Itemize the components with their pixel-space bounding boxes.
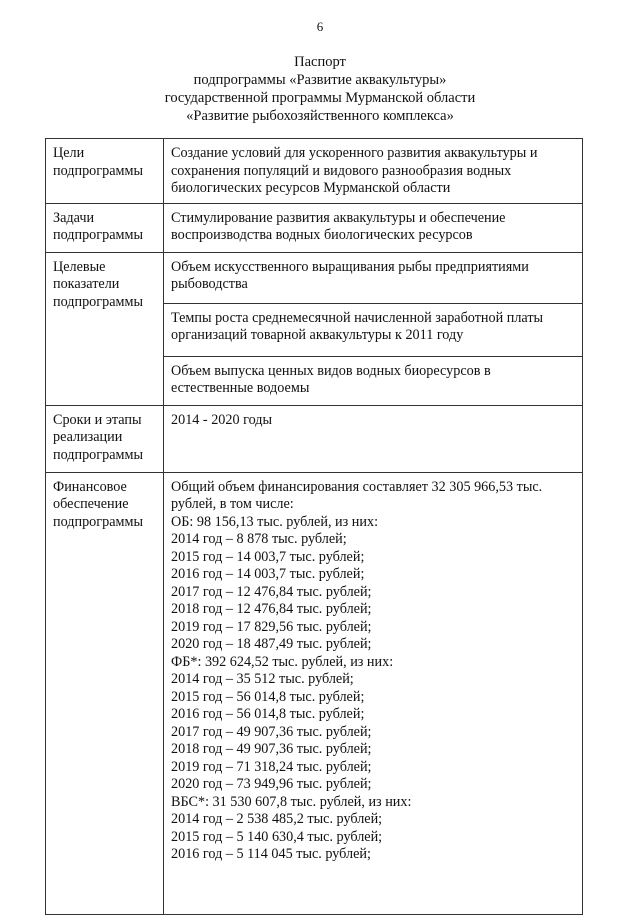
- table-row-finance: [46, 472, 583, 914]
- finance-line: 2020 год – 73 949,96 тыс. рублей;: [171, 776, 372, 792]
- finance-line: 2018 год – 12 476,84 тыс. рублей;: [171, 601, 372, 617]
- value-indicator-1: Объем искусственного выращивания рыбы предприятиями рыбоводства: [164, 252, 583, 303]
- finance-line: 2019 год – 17 829,56 тыс. рублей;: [171, 618, 372, 635]
- label-terms: Сроки и этапы реализации подпрограммы: [46, 405, 164, 472]
- title-line-3: государственной программы Мурманской области: [164, 90, 476, 106]
- page-number: 6: [316, 19, 324, 34]
- value-goals: Создание условий для ускоренного развития аквакультуры и сохранения популяций и видового разнообразия водных биологических ресурсов Мурманской области: [164, 139, 583, 204]
- finance-line: 2017 год – 12 476,84 тыс. рублей;: [171, 583, 372, 600]
- table-row-goals: [46, 139, 583, 204]
- finance-line: 2014 год – 2 538 485,2 тыс. рублей;: [171, 811, 383, 827]
- finance-line: 2017 год – 49 907,36 тыс. рублей;: [171, 723, 372, 740]
- label-indicators: Целевые показатели подпрограммы: [46, 252, 164, 405]
- finance-line: 2016 год – 14 003,7 тыс. рублей;: [171, 566, 365, 582]
- finance-line: 2016 год – 56 014,8 тыс. рублей;: [171, 706, 365, 722]
- label-finance: Финансовое обеспечение подпрограммы: [46, 472, 164, 914]
- title-line-1: Паспорт: [294, 54, 346, 70]
- finance-line: 2020 год – 18 487,49 тыс. рублей;: [171, 636, 372, 652]
- value-terms: 2014 - 2020 годы: [164, 405, 583, 472]
- finance-line: 2015 год – 56 014,8 тыс. рублей;: [171, 688, 365, 705]
- document-title: [0, 53, 640, 125]
- value-tasks: Стимулирование развития аквакультуры и обеспечение воспроизводства водных биологических ресурсов: [164, 203, 583, 252]
- finance-line: ВБС*: 31 530 607,8 тыс. рублей, из них:: [171, 793, 412, 810]
- title-line-4: «Развитие рыбохозяйственного комплекса»: [186, 108, 454, 124]
- finance-line: 2014 год – 35 512 тыс. рублей;: [171, 671, 354, 687]
- table-row-terms: [46, 405, 583, 472]
- label-goals: Цели подпрограммы: [46, 139, 164, 204]
- title-line-2: подпрограммы «Развитие аквакультуры»: [193, 72, 447, 88]
- finance-line: 2016 год – 5 114 045 тыс. рублей;: [171, 846, 371, 862]
- label-tasks: Задачи подпрограммы: [46, 203, 164, 252]
- table-row-tasks: [46, 203, 583, 252]
- finance-line: 2019 год – 71 318,24 тыс. рублей;: [171, 758, 372, 775]
- table-row-indicator-1: [46, 252, 583, 303]
- passport-table: [45, 138, 583, 915]
- value-indicator-2: Темпы роста среднемесячной начисленной заработной платы организаций товарной аквакультуры к 2011 году: [164, 303, 583, 356]
- finance-line: ФБ*: 392 624,52 тыс. рублей, из них:: [171, 653, 394, 670]
- finance-line: 2015 год – 14 003,7 тыс. рублей;: [171, 548, 365, 565]
- value-indicator-3: Объем выпуска ценных видов водных биоресурсов в естественные водоемы: [164, 356, 583, 405]
- finance-line: ОБ: 98 156,13 тыс. рублей, из них:: [171, 513, 379, 530]
- finance-line: 2015 год – 5 140 630,4 тыс. рублей;: [171, 828, 383, 845]
- value-finance: [164, 472, 583, 914]
- finance-line: 2018 год – 49 907,36 тыс. рублей;: [171, 741, 372, 757]
- finance-intro: Общий объем финансирования составляет 32 305 966,53 тыс. рублей, в том числе:: [171, 478, 543, 512]
- finance-line: 2014 год – 8 878 тыс. рублей;: [171, 531, 347, 547]
